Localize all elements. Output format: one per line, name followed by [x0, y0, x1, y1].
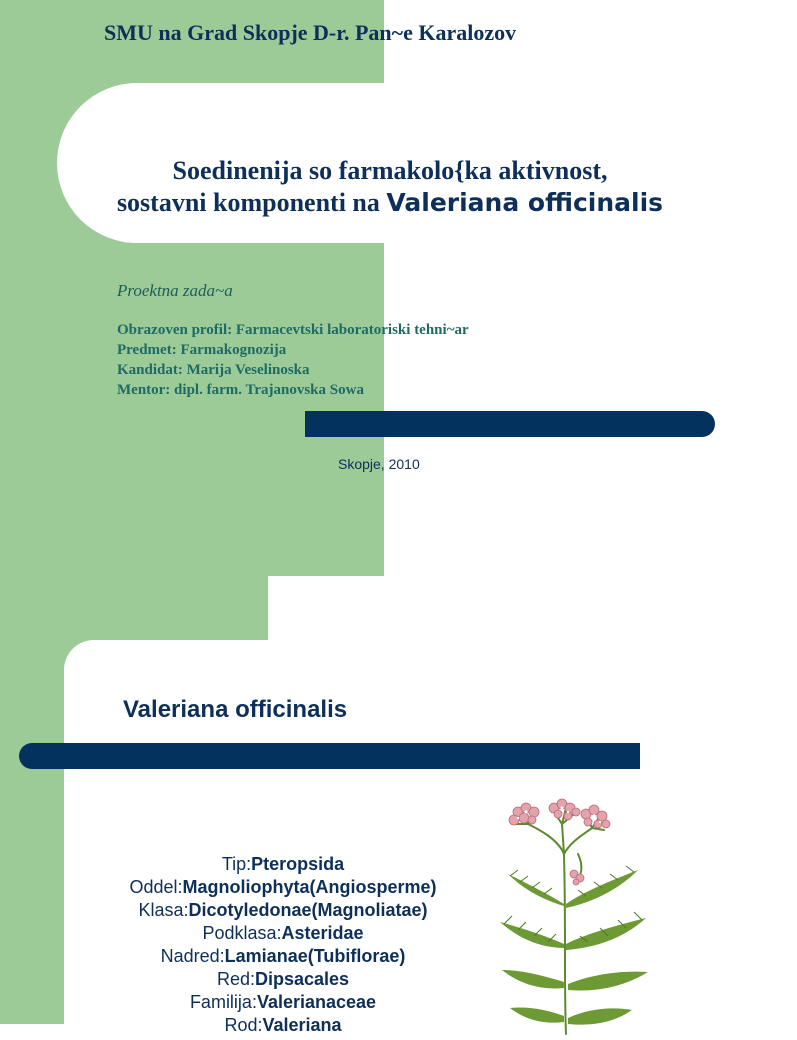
details-list — [117, 320, 469, 400]
detail-subject: Predmet: Farmakognozija — [117, 342, 287, 358]
valerian-plant-icon — [488, 794, 668, 1034]
slide-title: Valeriana officinalis — [123, 696, 348, 723]
taxonomy-row: Podklasa:Asteridae — [202, 923, 364, 943]
accent-bar-2 — [19, 743, 640, 769]
taxonomy-row: Oddel:Magnoliophyta(Angiosperme) — [129, 877, 437, 897]
taxonomy-slide — [0, 576, 768, 1035]
detail-profile: Obrazoven profil: Farmacevtski laboratoriski tehni~ar — [117, 322, 469, 338]
presentation-title — [60, 155, 720, 219]
place-date: Skopje, 2010 — [338, 456, 420, 472]
accent-bar — [305, 411, 715, 437]
title-line-1: Soedinenija so farmakolo{ka aktivnost, — [172, 156, 608, 185]
detail-mentor: Mentor: dipl. farm. Trajanovska Sowa — [117, 382, 364, 398]
taxonomy-row: Klasa:Dicotyledonae(Magnoliatae) — [138, 900, 428, 920]
taxonomy-row: Nadred:Lamianae(Tubiflorae) — [160, 946, 406, 966]
detail-candidate: Kandidat: Marija Veselinoska — [117, 362, 310, 378]
title-line-2-prefix: sostavni komponenti na — [116, 188, 387, 217]
taxonomy-row: Tip:Pteropsida — [221, 854, 345, 874]
project-label: Proektna zada~a — [117, 281, 233, 300]
taxonomy-row: Rod:Valeriana — [224, 1015, 342, 1035]
school-name: SMU na Grad Skopje D-r. Pan~e Karalozov — [104, 20, 517, 45]
taxonomy-list — [60, 853, 506, 1037]
taxonomy-row: Familija:Valerianaceae — [189, 992, 377, 1012]
taxonomy-row: Red:Dipsacales — [216, 969, 350, 989]
title-plant-name: Valeriana officinalis — [386, 188, 664, 217]
